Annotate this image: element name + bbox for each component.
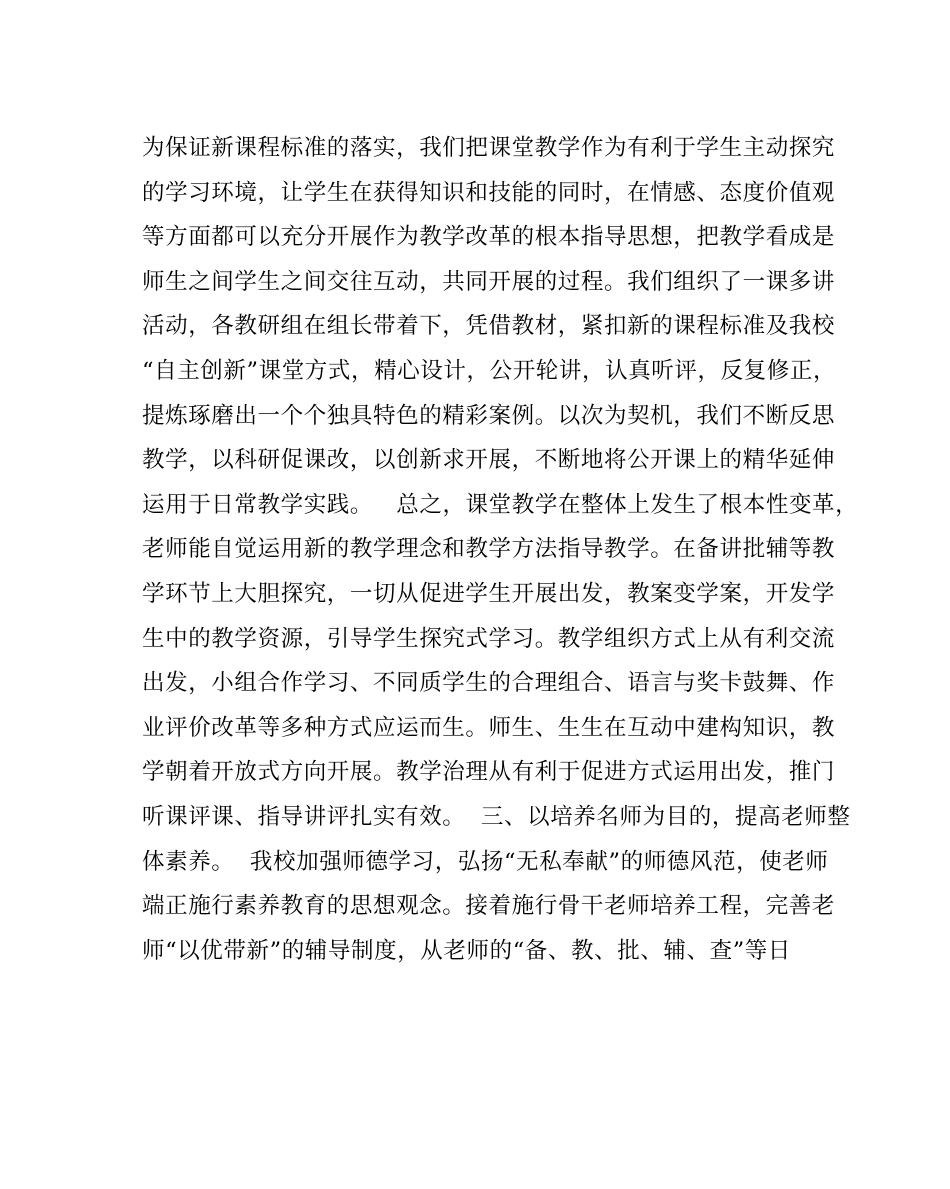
text-line-5: 活动，各教研组在组长带着下，凭借教材，紧扣新的课程标准及我校 — [142, 313, 836, 340]
body-text — [142, 126, 859, 973]
text-line-4: 师生之间学生之间交往互动，共同开展的过程。我们组织了一课多讲 — [142, 268, 836, 295]
text-line-11: 学环节上大胆探究，一切从促进学生开展出发，教案变学案，开发学 — [142, 580, 836, 607]
text-line-17: 体素养。 我校加强师德学习，弘扬“无私奉献”的师德风范，使老师 — [142, 848, 829, 875]
text-line-9: 运用于日常教学实践。 总之，课堂教学在整体上发生了根本性变革， — [142, 491, 859, 518]
text-line-10: 老师能自觉运用新的教学理念和教学方法指导教学。在备讲批辅等教 — [142, 536, 836, 563]
text-line-14: 业评价改革等多种方式应运而生。师生、生生在互动中建构知识，教 — [142, 714, 836, 741]
text-line-8: 教学，以科研促课改，以创新求开展，不断地将公开课上的精华延伸 — [142, 447, 836, 474]
text-line-19: 师“以优带新”的辅导制度，从老师的“备、教、批、辅、查”等日 — [142, 937, 792, 964]
text-line-7: 提炼琢磨出一个个独具特色的精彩案例。以次为契机，我们不断反思 — [142, 402, 836, 429]
text-line-15: 学朝着开放式方向开展。教学治理从有利于促进方式运用出发，推门 — [142, 759, 836, 786]
text-line-12: 生中的教学资源，引导学生探究式学习。教学组织方式上从有利交流 — [142, 625, 836, 652]
text-line-16: 听课评课、指导讲评扎实有效。 三、以培养名师为目的，提高老师整 — [142, 803, 851, 830]
text-line-3: 等方面都可以充分开展作为教学改革的根本指导思想，把教学看成是 — [142, 224, 836, 251]
text-line-1: 为保证新课程标准的落实，我们把课堂教学作为有利于学生主动探究 — [142, 135, 836, 161]
text-line-2: 的学习环境，让学生在获得知识和技能的同时，在情感、态度价值观 — [142, 179, 836, 206]
text-line-13: 出发，小组合作学习、不同质学生的合理组合、语言与奖卡鼓舞、作 — [142, 670, 836, 697]
text-line-18: 端正施行素养教育的思想观念。接着施行骨干老师培养工程，完善老 — [142, 893, 836, 920]
text-line-6: “自主创新”课堂方式，精心设计，公开轮讲，认真听评，反复修正， — [142, 357, 837, 384]
